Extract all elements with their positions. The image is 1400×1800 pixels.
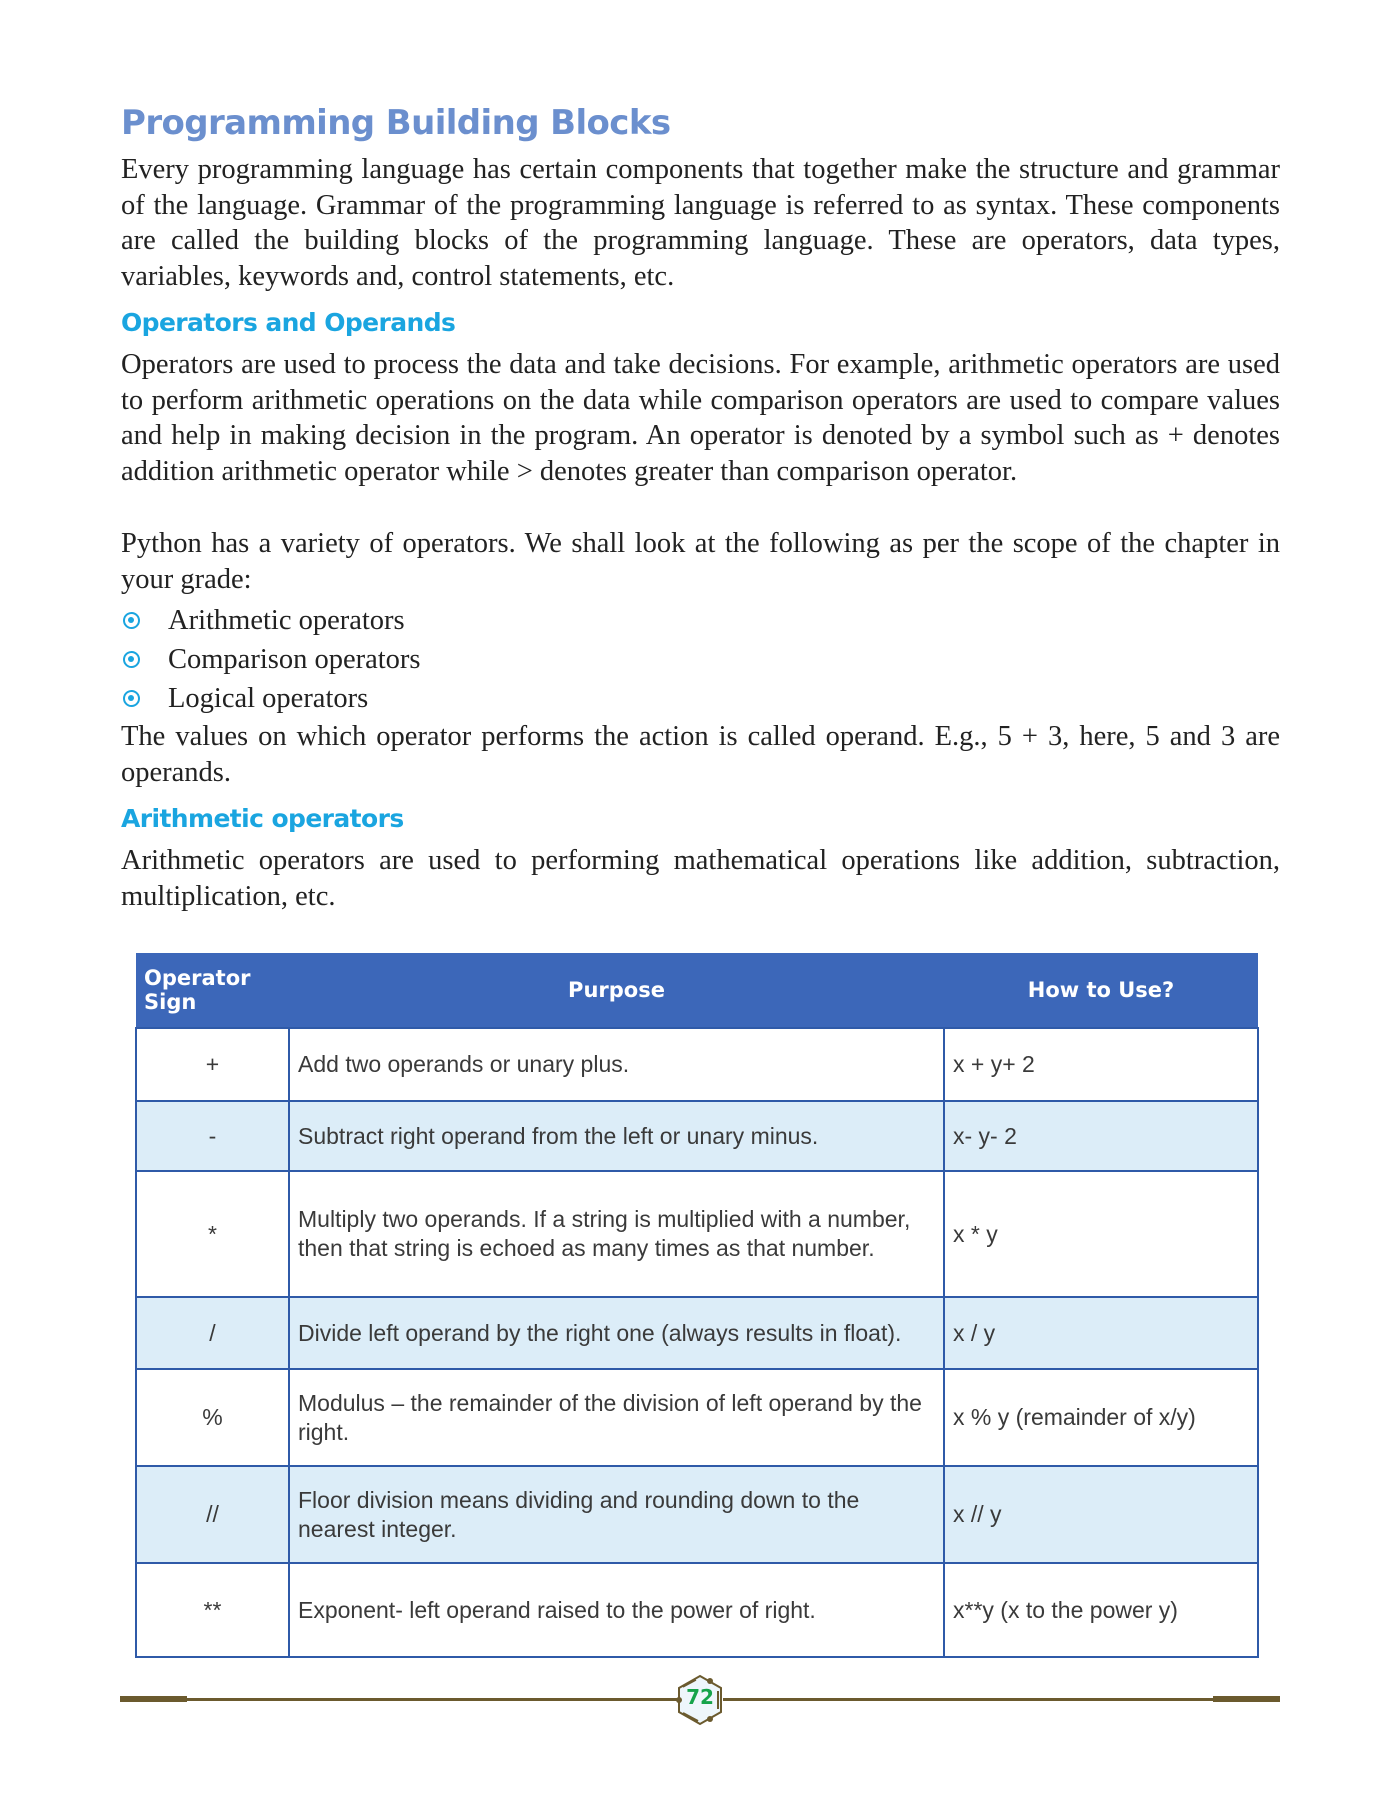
operator-sign: //	[136, 1466, 289, 1563]
footer-rule-left-accent	[120, 1696, 187, 1702]
operator-types-list	[121, 601, 421, 718]
operand-paragraph: The values on which operator performs the action is called operand. E.g., 5 + 3, here, 5 and 3 are operands.	[121, 721, 1280, 788]
operator-sign: *	[136, 1171, 289, 1297]
bullet-icon	[123, 690, 140, 707]
operator-sign: **	[136, 1563, 289, 1657]
table-row	[136, 1369, 1258, 1466]
column-header-how-to-use: How to Use?	[944, 953, 1258, 1028]
operator-purpose: Modulus – the remainder of the division of left operand by the right.	[289, 1369, 944, 1466]
list-item: Logical operators	[121, 679, 421, 718]
footer-rule-right	[723, 1698, 1213, 1701]
python-operators-paragraph: Python has a variety of operators. We shall look at the following as per the scope of the chapter in your grade:	[121, 528, 1280, 595]
table-row	[136, 1466, 1258, 1563]
bullet-icon	[123, 612, 140, 629]
table-row	[136, 1028, 1258, 1101]
table-row	[136, 1297, 1258, 1369]
operator-usage: x- y- 2	[944, 1101, 1258, 1171]
operator-sign: /	[136, 1297, 289, 1369]
footer-rule-right-accent	[1213, 1696, 1280, 1702]
operator-sign: %	[136, 1369, 289, 1466]
operator-usage: x % y (remainder of x/y)	[944, 1369, 1258, 1466]
operator-usage: x**y (x to the power y)	[944, 1563, 1258, 1657]
heading-arithmetic-operators: Arithmetic operators	[121, 804, 404, 833]
operators-paragraph: Operators are used to process the data and take decisions. For example, arithmetic operators are used to perform arithmetic operations on the data while comparison operators are used to compare values and help in making decision in the program. An operator is denoted by a symbol such as + denotes addition arithmetic operator while > denotes greater than comparison operator.	[121, 349, 1280, 487]
operator-usage: x * y	[944, 1171, 1258, 1297]
bullet-icon	[123, 651, 140, 668]
operator-usage: x / y	[944, 1297, 1258, 1369]
operator-usage: x // y	[944, 1466, 1258, 1563]
operator-sign: +	[136, 1028, 289, 1101]
page-title: Programming Building Blocks	[121, 103, 671, 143]
operator-sign: -	[136, 1101, 289, 1171]
footer-rule-left	[187, 1698, 677, 1701]
table-header-row	[136, 953, 1258, 1028]
operator-purpose: Floor division means dividing and rounding down to the nearest integer.	[289, 1466, 944, 1563]
list-item: Arithmetic operators	[121, 601, 421, 640]
arithmetic-paragraph: Arithmetic operators are used to performing mathematical operations like addition, subtraction, multiplication, etc.	[121, 845, 1280, 912]
operator-purpose: Divide left operand by the right one (always results in float).	[289, 1297, 944, 1369]
operator-usage: x + y+ 2	[944, 1028, 1258, 1101]
operator-purpose: Add two operands or unary plus.	[289, 1028, 944, 1101]
table-row	[136, 1101, 1258, 1171]
column-header-operator-sign: Operator Sign	[136, 953, 289, 1028]
page-number: 72	[686, 1685, 714, 1709]
intro-paragraph: Every programming language has certain components that together make the structure and grammar of the language. Grammar of the programming language is referred to as syntax. These components are called the building blocks of the programming language. These are operators, data types, variables, keywords and, control statements, etc.	[121, 154, 1280, 292]
column-header-purpose: Purpose	[289, 953, 944, 1028]
operator-purpose: Multiply two operands. If a string is multiplied with a number, then that string is echoed as many times as that number.	[289, 1171, 944, 1297]
operator-purpose: Subtract right operand from the left or unary minus.	[289, 1101, 944, 1171]
arithmetic-operators-table	[135, 953, 1259, 1658]
operator-purpose: Exponent- left operand raised to the power of right.	[289, 1563, 944, 1657]
table-row	[136, 1171, 1258, 1297]
list-item: Comparison operators	[121, 640, 421, 679]
heading-operators-operands: Operators and Operands	[121, 308, 456, 337]
table-row	[136, 1563, 1258, 1657]
